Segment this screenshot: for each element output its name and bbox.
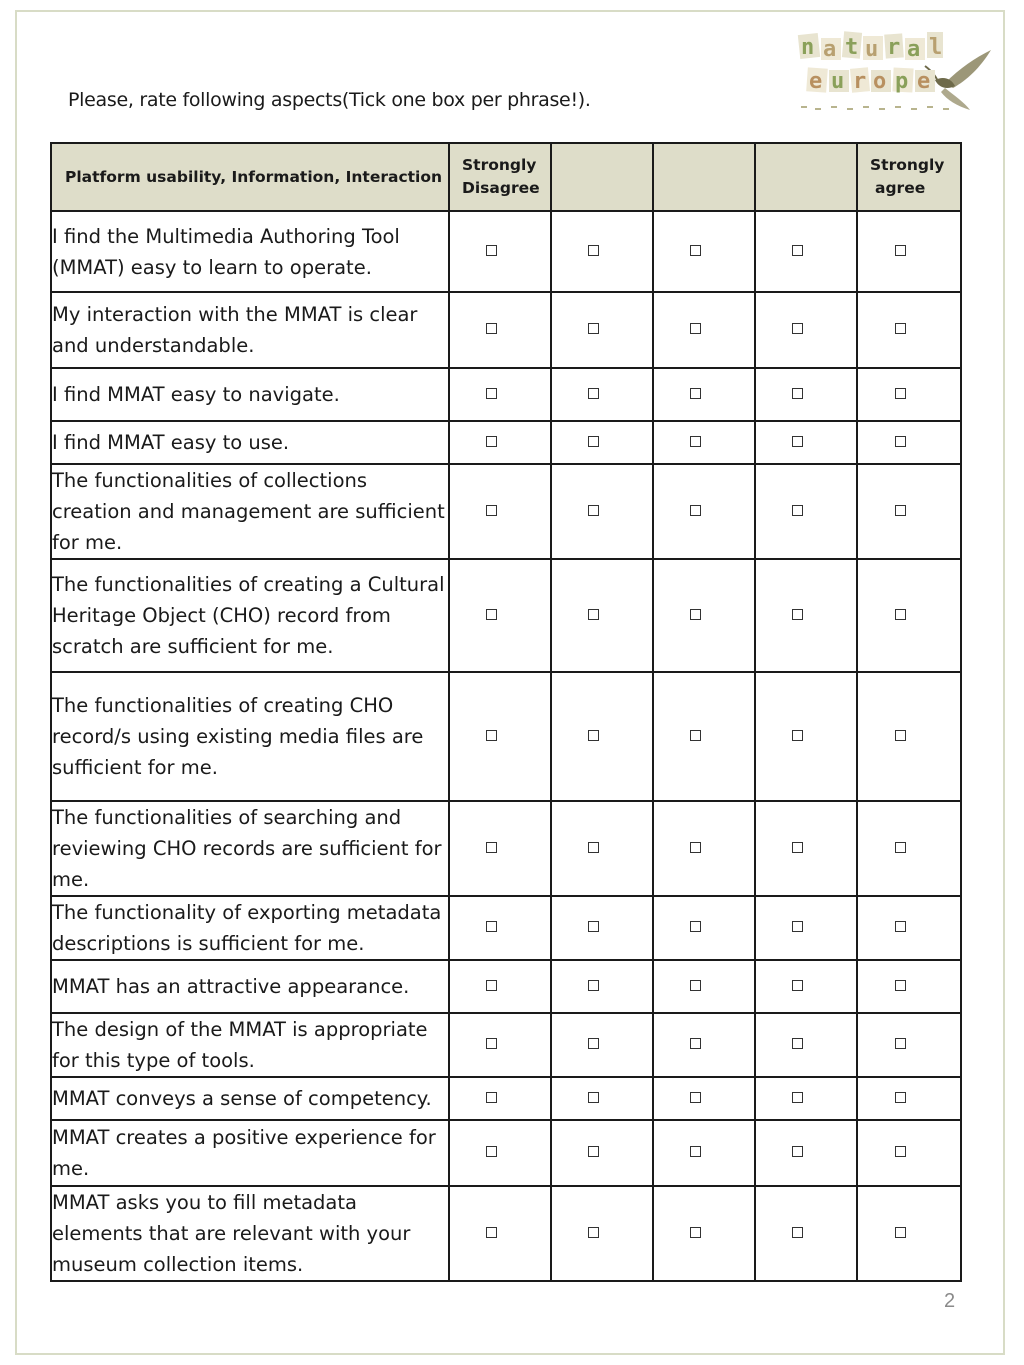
rating-checkbox-4[interactable] xyxy=(792,436,803,447)
rating-cell-3 xyxy=(653,368,755,421)
rating-cell-1 xyxy=(449,464,551,559)
rating-checkbox-2[interactable] xyxy=(588,1146,599,1157)
rating-cell-4 xyxy=(755,1077,857,1120)
rating-checkbox-4[interactable] xyxy=(792,323,803,334)
rating-cell-2 xyxy=(551,960,653,1013)
rating-cell-3 xyxy=(653,421,755,464)
statement-text: The functionalities of creating a Cultural Heritage Object (CHO) record from scratch are sufficient for me. xyxy=(51,559,449,672)
rating-cell-1 xyxy=(449,559,551,672)
rating-checkbox-3[interactable] xyxy=(690,1146,701,1157)
rating-checkbox-5[interactable] xyxy=(895,921,906,932)
rating-checkbox-4[interactable] xyxy=(792,245,803,256)
rating-cell-3 xyxy=(653,801,755,896)
svg-text:a: a xyxy=(823,37,837,62)
statement-text: I find MMAT easy to navigate. xyxy=(51,368,449,421)
svg-text:r: r xyxy=(887,35,901,60)
rating-cell-2 xyxy=(551,672,653,801)
rating-cell-3 xyxy=(653,211,755,292)
rating-checkbox-1[interactable] xyxy=(486,842,497,853)
rating-checkbox-3[interactable] xyxy=(690,245,701,256)
scale-header-3 xyxy=(653,143,755,211)
rating-cell-5 xyxy=(857,211,961,292)
rating-cell-4 xyxy=(755,1186,857,1281)
rating-cell-5 xyxy=(857,672,961,801)
rating-cell-4 xyxy=(755,211,857,292)
table-row xyxy=(51,464,961,559)
rating-checkbox-3[interactable] xyxy=(690,436,701,447)
strongly-disagree-line-1: Strongly xyxy=(462,156,537,174)
instruction-text: Please, rate following aspects(Tick one box per phrase!). xyxy=(68,89,591,111)
rating-cell-2 xyxy=(551,292,653,368)
rating-checkbox-4[interactable] xyxy=(792,1227,803,1238)
rating-checkbox-4[interactable] xyxy=(792,1146,803,1157)
rating-checkbox-1[interactable] xyxy=(486,921,497,932)
rating-checkbox-3[interactable] xyxy=(690,323,701,334)
rating-cell-3 xyxy=(653,960,755,1013)
rating-cell-5 xyxy=(857,1186,961,1281)
rating-checkbox-5[interactable] xyxy=(895,1038,906,1049)
rating-cell-3 xyxy=(653,1186,755,1281)
rating-cell-3 xyxy=(653,464,755,559)
rating-cell-5 xyxy=(857,896,961,960)
rating-cell-3 xyxy=(653,672,755,801)
svg-text:u: u xyxy=(865,37,879,62)
rating-checkbox-1[interactable] xyxy=(486,323,497,334)
statement-text: The functionalities of searching and reviewing CHO records are sufficient for me. xyxy=(51,801,449,896)
rating-cell-4 xyxy=(755,801,857,896)
rating-checkbox-5[interactable] xyxy=(895,388,906,399)
rating-checkbox-3[interactable] xyxy=(690,1038,701,1049)
rating-cell-2 xyxy=(551,1013,653,1077)
table-row xyxy=(51,211,961,292)
table-row xyxy=(51,1077,961,1120)
svg-text:r: r xyxy=(853,69,867,94)
table-row xyxy=(51,672,961,801)
rating-cell-2 xyxy=(551,801,653,896)
rating-checkbox-2[interactable] xyxy=(588,980,599,991)
aspect-column-header: Platform usability, Information, Interaction xyxy=(51,143,449,211)
rating-checkbox-2[interactable] xyxy=(588,609,599,620)
table-row xyxy=(51,896,961,960)
svg-text:o: o xyxy=(873,69,887,94)
statement-text: The design of the MMAT is appropriate for this type of tools. xyxy=(51,1013,449,1077)
rating-checkbox-4[interactable] xyxy=(792,1038,803,1049)
rating-checkbox-1[interactable] xyxy=(486,436,497,447)
rating-checkbox-1[interactable] xyxy=(486,245,497,256)
rating-checkbox-5[interactable] xyxy=(895,245,906,256)
rating-checkbox-2[interactable] xyxy=(588,388,599,399)
statement-text: The functionalities of collections creation and management are sufficient for me. xyxy=(51,464,449,559)
rating-cell-5 xyxy=(857,1077,961,1120)
rating-cell-4 xyxy=(755,672,857,801)
rating-checkbox-4[interactable] xyxy=(792,505,803,516)
rating-cell-4 xyxy=(755,421,857,464)
svg-text:e: e xyxy=(917,69,931,94)
rating-cell-2 xyxy=(551,368,653,421)
rating-checkbox-1[interactable] xyxy=(486,730,497,741)
table-row xyxy=(51,801,961,896)
table-row xyxy=(51,292,961,368)
rating-checkbox-4[interactable] xyxy=(792,388,803,399)
rating-checkbox-5[interactable] xyxy=(895,980,906,991)
rating-cell-5 xyxy=(857,1120,961,1186)
rating-checkbox-2[interactable] xyxy=(588,1227,599,1238)
rating-cell-4 xyxy=(755,464,857,559)
rating-cell-3 xyxy=(653,292,755,368)
statement-text: MMAT creates a positive experience for me. xyxy=(51,1120,449,1186)
rating-cell-1 xyxy=(449,896,551,960)
rating-checkbox-3[interactable] xyxy=(690,842,701,853)
rating-cell-4 xyxy=(755,559,857,672)
table-row xyxy=(51,368,961,421)
rating-checkbox-1[interactable] xyxy=(486,388,497,399)
rating-cell-4 xyxy=(755,1120,857,1186)
rating-checkbox-2[interactable] xyxy=(588,323,599,334)
rating-cell-2 xyxy=(551,211,653,292)
table-row xyxy=(51,1013,961,1077)
rating-cell-5 xyxy=(857,801,961,896)
rating-checkbox-4[interactable] xyxy=(792,1092,803,1103)
statement-text: MMAT has an attractive appearance. xyxy=(51,960,449,1013)
rating-cell-5 xyxy=(857,292,961,368)
svg-text:a: a xyxy=(907,37,921,62)
rating-checkbox-5[interactable] xyxy=(895,1146,906,1157)
rating-checkbox-2[interactable] xyxy=(588,245,599,256)
statement-text: The functionality of exporting metadata descriptions is sufficient for me. xyxy=(51,896,449,960)
rating-cell-1 xyxy=(449,960,551,1013)
statement-text: I find MMAT easy to use. xyxy=(51,421,449,464)
svg-text:p: p xyxy=(895,69,909,94)
rating-cell-3 xyxy=(653,1120,755,1186)
table-row xyxy=(51,559,961,672)
strongly-agree-line-2: agree xyxy=(875,179,926,197)
rating-cell-2 xyxy=(551,1077,653,1120)
statement-text: MMAT asks you to fill metadata elements that are relevant with your museum collection items. xyxy=(51,1186,449,1281)
table-row xyxy=(51,1186,961,1281)
rating-checkbox-2[interactable] xyxy=(588,1038,599,1049)
rating-checkbox-5[interactable] xyxy=(895,842,906,853)
rating-checkbox-5[interactable] xyxy=(895,730,906,741)
table-header-row xyxy=(51,143,961,211)
rating-cell-2 xyxy=(551,1186,653,1281)
rating-checkbox-1[interactable] xyxy=(486,505,497,516)
rating-cell-5 xyxy=(857,559,961,672)
svg-text:e: e xyxy=(809,69,823,94)
rating-checkbox-3[interactable] xyxy=(690,1092,701,1103)
rating-cell-5 xyxy=(857,464,961,559)
rating-cell-1 xyxy=(449,1186,551,1281)
rating-checkbox-4[interactable] xyxy=(792,842,803,853)
rating-checkbox-2[interactable] xyxy=(588,730,599,741)
rating-checkbox-3[interactable] xyxy=(690,388,701,399)
rating-cell-2 xyxy=(551,896,653,960)
rating-cell-2 xyxy=(551,559,653,672)
table-row xyxy=(51,1120,961,1186)
rating-checkbox-2[interactable] xyxy=(588,505,599,516)
rating-checkbox-2[interactable] xyxy=(588,921,599,932)
rating-checkbox-4[interactable] xyxy=(792,609,803,620)
rating-cell-1 xyxy=(449,421,551,464)
rating-cell-1 xyxy=(449,1077,551,1120)
rating-cell-1 xyxy=(449,211,551,292)
scale-header-4 xyxy=(755,143,857,211)
rating-cell-2 xyxy=(551,421,653,464)
rating-checkbox-3[interactable] xyxy=(690,980,701,991)
rating-checkbox-2[interactable] xyxy=(588,842,599,853)
rating-checkbox-1[interactable] xyxy=(486,1038,497,1049)
rating-cell-5 xyxy=(857,960,961,1013)
strongly-agree-line-1: Strongly xyxy=(870,156,945,174)
svg-text:u: u xyxy=(831,69,845,94)
rating-checkbox-5[interactable] xyxy=(895,1227,906,1238)
rating-checkbox-2[interactable] xyxy=(588,436,599,447)
rating-checkbox-5[interactable] xyxy=(895,505,906,516)
rating-checkbox-3[interactable] xyxy=(690,921,701,932)
strongly-disagree-line-2: Disagree xyxy=(462,179,540,197)
page-number: 2 xyxy=(944,1290,956,1312)
scale-header-2 xyxy=(551,143,653,211)
rating-cell-5 xyxy=(857,1013,961,1077)
rating-cell-4 xyxy=(755,960,857,1013)
rating-cell-1 xyxy=(449,292,551,368)
statement-text: The functionalities of creating CHO record/s using existing media files are sufficient for me. xyxy=(51,672,449,801)
rating-checkbox-1[interactable] xyxy=(486,980,497,991)
rating-table xyxy=(50,142,962,1282)
statement-text: My interaction with the MMAT is clear and understandable. xyxy=(51,292,449,368)
rating-checkbox-3[interactable] xyxy=(690,1227,701,1238)
rating-checkbox-3[interactable] xyxy=(690,730,701,741)
rating-cell-4 xyxy=(755,896,857,960)
rating-cell-5 xyxy=(857,368,961,421)
rating-checkbox-5[interactable] xyxy=(895,1092,906,1103)
rating-cell-1 xyxy=(449,1120,551,1186)
statement-text: MMAT conveys a sense of competency. xyxy=(51,1077,449,1120)
rating-checkbox-1[interactable] xyxy=(486,1146,497,1157)
rating-checkbox-3[interactable] xyxy=(690,505,701,516)
rating-checkbox-2[interactable] xyxy=(588,1092,599,1103)
rating-cell-1 xyxy=(449,1013,551,1077)
rating-checkbox-5[interactable] xyxy=(895,436,906,447)
table-row xyxy=(51,960,961,1013)
rating-cell-3 xyxy=(653,1077,755,1120)
rating-cell-1 xyxy=(449,801,551,896)
rating-cell-1 xyxy=(449,672,551,801)
table-row xyxy=(51,421,961,464)
rating-checkbox-1[interactable] xyxy=(486,1092,497,1103)
rating-cell-4 xyxy=(755,368,857,421)
rating-cell-3 xyxy=(653,896,755,960)
rating-checkbox-1[interactable] xyxy=(486,1227,497,1238)
svg-text:n: n xyxy=(801,35,815,60)
rating-checkbox-4[interactable] xyxy=(792,921,803,932)
rating-cell-4 xyxy=(755,1013,857,1077)
strongly-agree-header xyxy=(857,143,961,211)
rating-checkbox-5[interactable] xyxy=(895,323,906,334)
rating-cell-3 xyxy=(653,1013,755,1077)
rating-cell-2 xyxy=(551,464,653,559)
rating-cell-2 xyxy=(551,1120,653,1186)
rating-cell-3 xyxy=(653,559,755,672)
rating-checkbox-4[interactable] xyxy=(792,730,803,741)
rating-cell-4 xyxy=(755,292,857,368)
rating-checkbox-5[interactable] xyxy=(895,609,906,620)
statement-text: I find the Multimedia Authoring Tool (MMAT) easy to learn to operate. xyxy=(51,211,449,292)
rating-cell-1 xyxy=(449,368,551,421)
strongly-disagree-header xyxy=(449,143,551,211)
svg-text:t: t xyxy=(845,35,859,60)
natural-europe-logo xyxy=(795,28,995,116)
rating-checkbox-1[interactable] xyxy=(486,609,497,620)
rating-checkbox-3[interactable] xyxy=(690,609,701,620)
rating-cell-5 xyxy=(857,421,961,464)
svg-text:l: l xyxy=(929,35,943,60)
rating-checkbox-4[interactable] xyxy=(792,980,803,991)
